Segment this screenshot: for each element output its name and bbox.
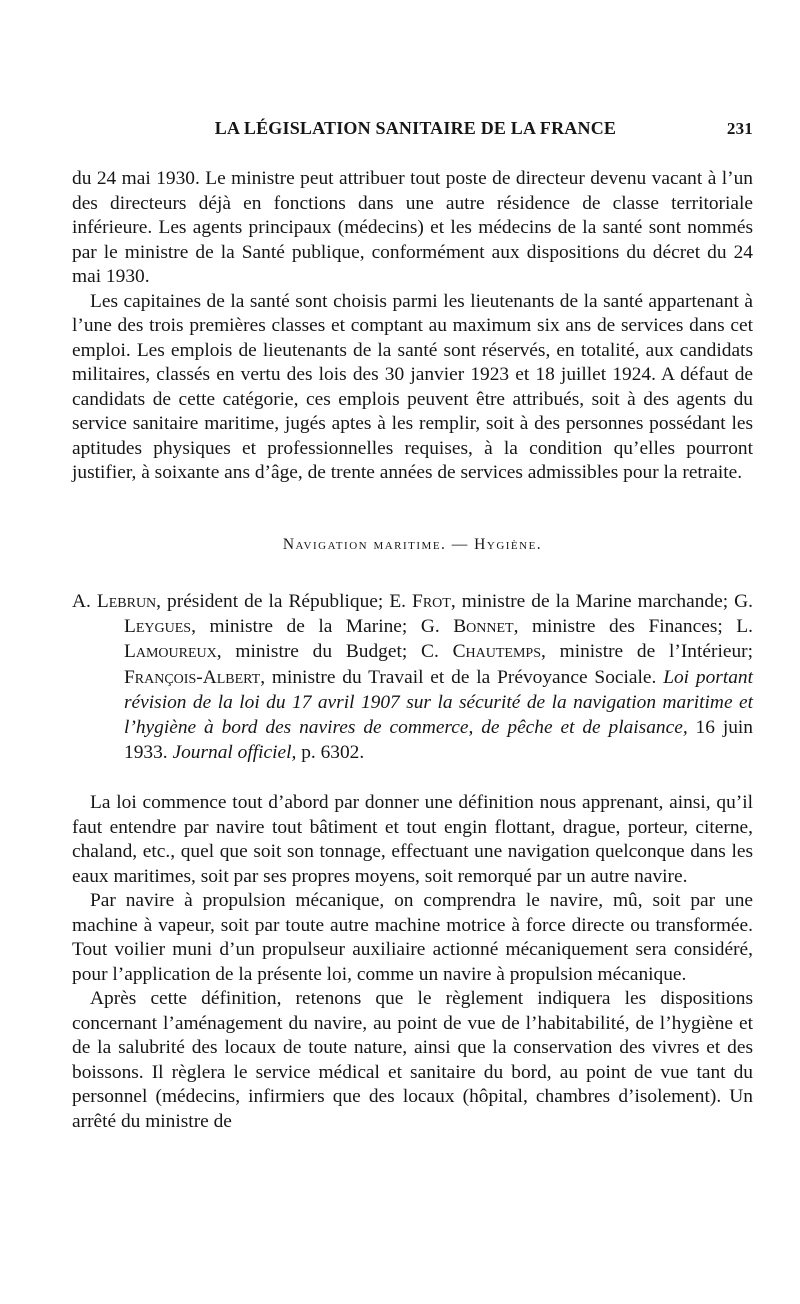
signatory-role: , ministre des Finances; [513, 616, 737, 638]
signatory-name: L. Lamoureux [124, 616, 753, 663]
legal-reference [72, 589, 753, 765]
page-number: 231 [726, 119, 753, 138]
signatory-name: E. Frot [389, 591, 451, 612]
signatory-role: , ministre du Budget; [216, 641, 422, 663]
signatory-name: François-Albert [124, 666, 261, 688]
page-body [72, 167, 753, 1134]
signatory-role: , ministre de la Marine marchande; [450, 591, 735, 612]
signatory-role: , président de la République; [156, 591, 390, 612]
signatory-name: G. Leygues [124, 591, 753, 638]
signatory-name: A. Lebrun [72, 591, 157, 612]
journal-name: Journal officiel, [172, 742, 297, 764]
signatory-name: C. Chautemps [421, 641, 541, 663]
paragraph: La loi commence tout d’abord par donner une définition nous apprenant, ainsi, qu’il faut entendre par navire tout bâtiment et tout engin flottant, drague, porteur, citerne, chaland, etc., quel que soit son tonnage, effectuant une navigation quelconque dans les eaux maritimes, soit par ses propres moyens, soit remorqué par un autre navire. [72, 792, 753, 887]
signatory-role: , ministre du Travail et de la Prévoyance Sociale. [260, 666, 664, 688]
paragraph-continued: du 24 mai 1930. Le ministre peut attribuer tout poste de directeur devenu vacant à l’un des directeurs déjà en fonctions dans une autre résidence de classe territoriale inférieure. Les agents principaux (médecins) et les médecins de la santé sont nommés par le ministre de la Santé publique, conformément aux dispositions du décret du 24 mai 1930. [72, 168, 753, 287]
signatory-role: , ministre de l’Intérieur; [540, 641, 753, 663]
paragraph: Après cette définition, retenons que le règlement indiquera les dispositions concernant l’aménagement du navire, au point de vue de l’habitabilité, de l’hygiène et de la salubrité des locaux de toute nature, ainsi que la conservation des vivres et des boissons. Il règlera le service médical et sanitaire du bord, au point de vue tant du personnel (médecins, infirmiers que des locaux (hôpital, chambres d’isolement). Un arrêté du ministre de [72, 988, 753, 1132]
paragraph: Les capitaines de la santé sont choisis parmi les lieutenants de la santé appartenant à l’une des trois premières classes et comptant au maximum six ans de services dans cet emploi. Les emplois de lieutenants de la santé sont réservés, en totalité, aux candidats militaires, classés en vertu des lois des 30 janvier 1923 et 18 juillet 1924. A défaut de candidats de cette catégorie, ces emplois peuvent être attribués, soit à des agents du service sanitaire maritime, jugés aptes à les remplir, soit à des personnes possédant les aptitudes physiques et professionnelles requises, à la condition qu’elles pourront justifier, à soixante ans d’âge, de trente années de services admissibles pour la retraite. [72, 290, 753, 483]
journal-page: p. 6302. [296, 742, 365, 764]
paragraph: Par navire à propulsion mécanique, on comprendra le navire, mû, soit par une machine à vapeur, soit par toute autre machine motrice à force directe ou transformée. Tout voilier muni d’un propulseur auxiliaire actionné mécaniquement sera considéré, pour l’application de la présente loi, comme un navire à propulsion mécanique. [72, 890, 753, 985]
law-date: 16 juin 1933. [124, 717, 753, 764]
running-title: LA LÉGISLATION SANITAIRE DE LA FRANCE [214, 118, 617, 138]
signatory-name: G. Bonnet [420, 616, 514, 638]
section-heading: Navigation maritime. — Hygiène. [282, 535, 543, 553]
running-header [70, 118, 753, 139]
law-title: Loi portant révision de la loi du 17 avril 1907 sur la sécurité de la navigation maritime et l’hygiène à bord des navires de commerce, de pêche et de plaisance, [124, 666, 753, 739]
signatory-role: , ministre de la Marine; [191, 616, 421, 638]
